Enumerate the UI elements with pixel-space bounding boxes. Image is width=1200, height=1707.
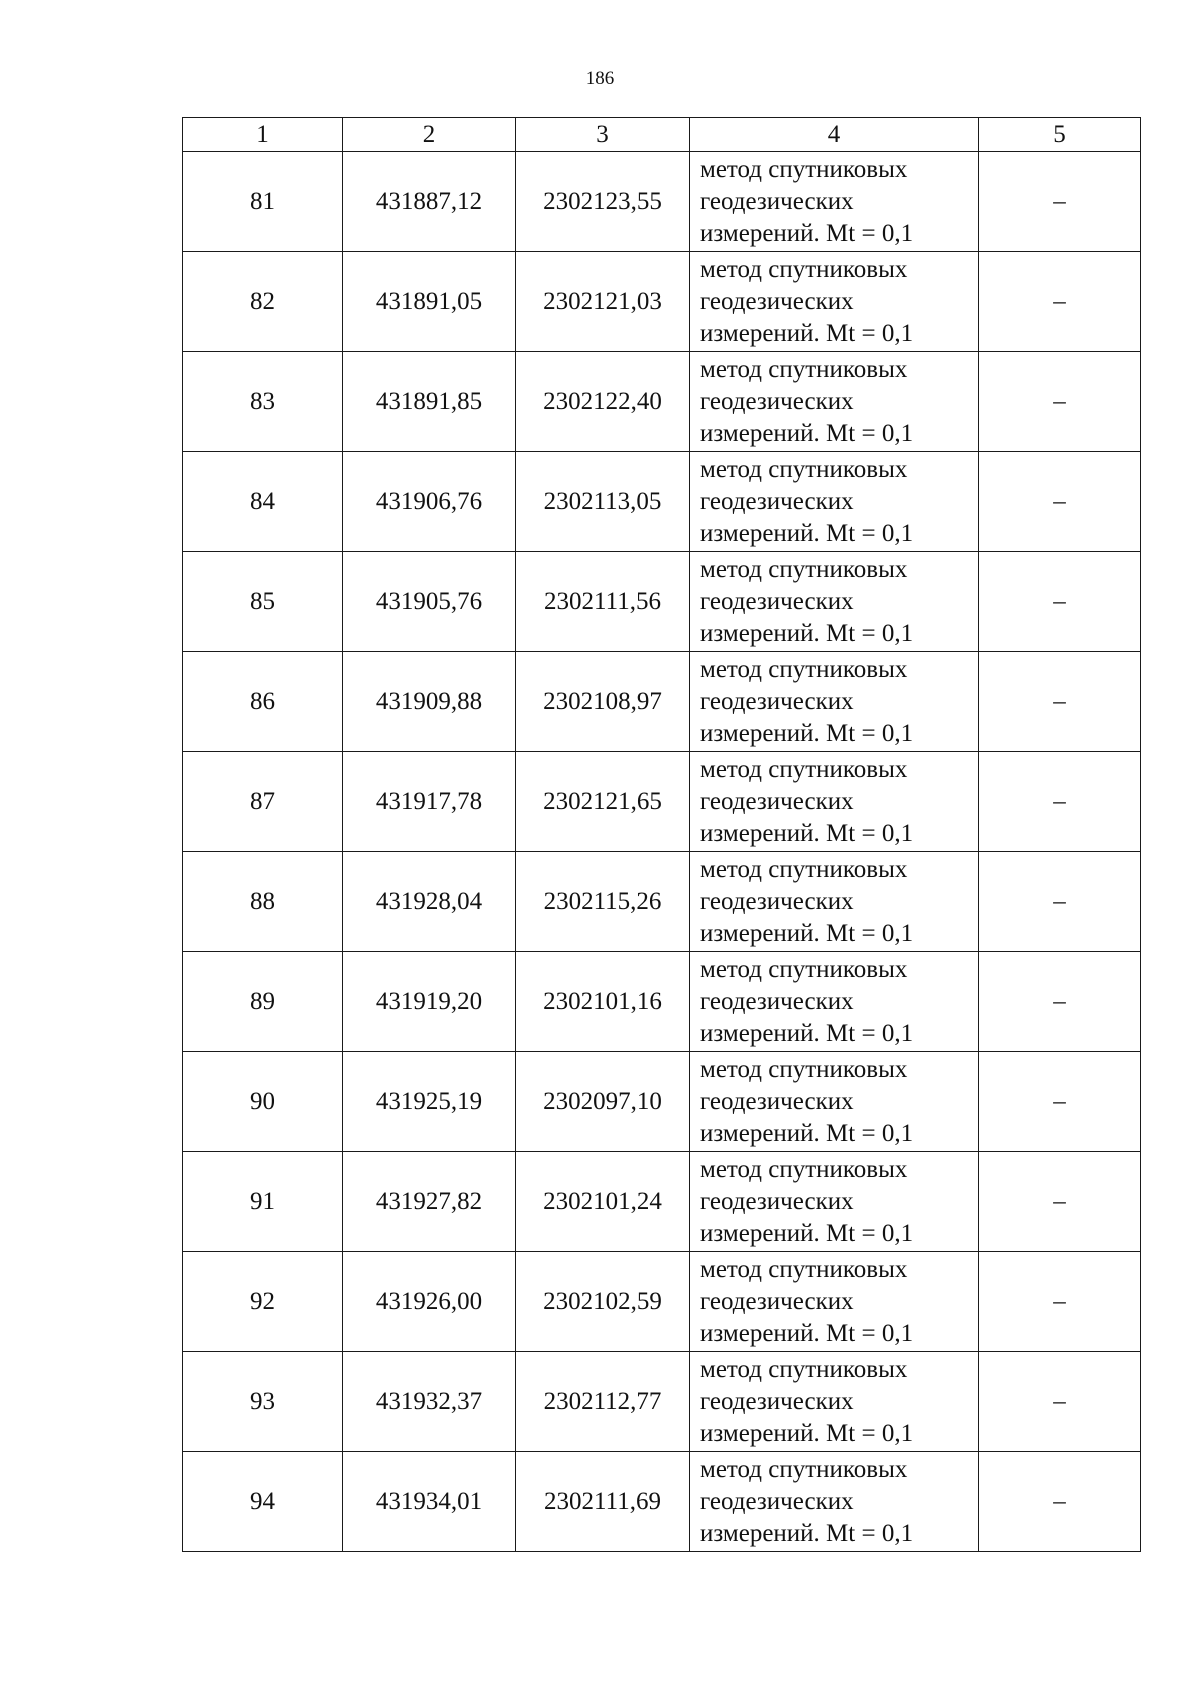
table-row (183, 752, 1141, 852)
coordinate-x-cell: 431906,76 (343, 452, 516, 552)
coordinates-table (182, 117, 1141, 1552)
note-cell: – (979, 652, 1141, 752)
point-number-cell: 90 (183, 1052, 343, 1152)
method-line: измерений. Mt = 0,1 (700, 1219, 914, 1247)
coordinate-x-cell: 431927,82 (343, 1152, 516, 1252)
method-cell (690, 1252, 979, 1352)
header-col-1: 1 (183, 118, 343, 152)
point-number-cell: 81 (183, 152, 343, 252)
note-cell: – (979, 1052, 1141, 1152)
method-line: геодезических (700, 1487, 854, 1515)
point-number-cell: 92 (183, 1252, 343, 1352)
note-cell: – (979, 952, 1141, 1052)
coordinate-y-cell: 2302113,05 (516, 452, 690, 552)
point-number-cell: 83 (183, 352, 343, 452)
coordinate-x-cell: 431934,01 (343, 1452, 516, 1552)
coordinate-x-cell: 431926,00 (343, 1252, 516, 1352)
coordinate-x-cell: 431891,85 (343, 352, 516, 452)
table-row (183, 452, 1141, 552)
method-cell (690, 252, 979, 352)
method-line: метод спутниковых (700, 755, 908, 783)
method-line: геодезических (700, 587, 854, 615)
table-row (183, 952, 1141, 1052)
point-number-cell: 93 (183, 1352, 343, 1452)
header-col-4: 4 (690, 118, 979, 152)
method-cell (690, 152, 979, 252)
method-cell (690, 852, 979, 952)
method-cell (690, 552, 979, 652)
method-line: геодезических (700, 787, 854, 815)
method-cell (690, 352, 979, 452)
table-row (183, 252, 1141, 352)
method-line: геодезических (700, 687, 854, 715)
table-row (183, 1452, 1141, 1552)
note-cell: – (979, 1252, 1141, 1352)
method-line: метод спутниковых (700, 655, 908, 683)
point-number-cell: 91 (183, 1152, 343, 1252)
method-line: метод спутниковых (700, 1455, 908, 1483)
method-cell (690, 752, 979, 852)
coordinate-y-cell: 2302101,16 (516, 952, 690, 1052)
point-number-cell: 85 (183, 552, 343, 652)
coordinate-x-cell: 431905,76 (343, 552, 516, 652)
table-row (183, 352, 1141, 452)
method-line: метод спутниковых (700, 1155, 908, 1183)
method-line: измерений. Mt = 0,1 (700, 1319, 914, 1347)
method-line: метод спутниковых (700, 155, 908, 183)
coordinate-x-cell: 431925,19 (343, 1052, 516, 1152)
note-cell: – (979, 552, 1141, 652)
page-number: 186 (585, 68, 615, 89)
table-row (183, 152, 1141, 252)
method-line: геодезических (700, 887, 854, 915)
coordinate-y-cell: 2302121,03 (516, 252, 690, 352)
point-number-cell: 86 (183, 652, 343, 752)
coordinate-y-cell: 2302102,59 (516, 1252, 690, 1352)
method-cell (690, 952, 979, 1052)
coordinate-x-cell: 431932,37 (343, 1352, 516, 1452)
table-row (183, 852, 1141, 952)
note-cell: – (979, 752, 1141, 852)
method-line: метод спутниковых (700, 555, 908, 583)
note-cell: – (979, 1352, 1141, 1452)
note-cell: – (979, 1452, 1141, 1552)
method-line: измерений. Mt = 0,1 (700, 819, 914, 847)
table-row (183, 1252, 1141, 1352)
table-row (183, 652, 1141, 752)
coordinate-y-cell: 2302122,40 (516, 352, 690, 452)
method-line: геодезических (700, 987, 854, 1015)
method-line: геодезических (700, 187, 854, 215)
method-line: метод спутниковых (700, 355, 908, 383)
method-cell (690, 1152, 979, 1252)
method-cell (690, 452, 979, 552)
coordinate-y-cell: 2302112,77 (516, 1352, 690, 1452)
method-line: геодезических (700, 487, 854, 515)
table-header (183, 118, 1141, 152)
point-number-cell: 89 (183, 952, 343, 1052)
coordinate-x-cell: 431891,05 (343, 252, 516, 352)
method-cell (690, 1452, 979, 1552)
note-cell: – (979, 252, 1141, 352)
method-line: измерений. Mt = 0,1 (700, 219, 914, 247)
method-line: измерений. Mt = 0,1 (700, 1119, 914, 1147)
method-line: геодезических (700, 1287, 854, 1315)
method-line: измерений. Mt = 0,1 (700, 419, 914, 447)
point-number-cell: 87 (183, 752, 343, 852)
coordinate-y-cell: 2302108,97 (516, 652, 690, 752)
point-number-cell: 84 (183, 452, 343, 552)
coordinate-y-cell: 2302123,55 (516, 152, 690, 252)
note-cell: – (979, 452, 1141, 552)
method-line: геодезических (700, 387, 854, 415)
method-line: измерений. Mt = 0,1 (700, 719, 914, 747)
table-row (183, 1152, 1141, 1252)
coordinate-y-cell: 2302101,24 (516, 1152, 690, 1252)
coordinate-y-cell: 2302111,69 (516, 1452, 690, 1552)
point-number-cell: 94 (183, 1452, 343, 1552)
coordinate-x-cell: 431928,04 (343, 852, 516, 952)
method-line: метод спутниковых (700, 255, 908, 283)
note-cell: – (979, 352, 1141, 452)
method-line: измерений. Mt = 0,1 (700, 319, 914, 347)
header-col-5: 5 (979, 118, 1141, 152)
method-line: геодезических (700, 287, 854, 315)
method-line: геодезических (700, 1087, 854, 1115)
method-line: измерений. Mt = 0,1 (700, 1519, 914, 1547)
method-cell (690, 652, 979, 752)
coordinate-x-cell: 431909,88 (343, 652, 516, 752)
point-number-cell: 82 (183, 252, 343, 352)
coordinate-y-cell: 2302115,26 (516, 852, 690, 952)
method-line: метод спутниковых (700, 1055, 908, 1083)
point-number-cell: 88 (183, 852, 343, 952)
header-col-2: 2 (343, 118, 516, 152)
method-line: метод спутниковых (700, 1355, 908, 1383)
coordinate-x-cell: 431919,20 (343, 952, 516, 1052)
note-cell: – (979, 152, 1141, 252)
coordinate-y-cell: 2302097,10 (516, 1052, 690, 1152)
method-line: метод спутниковых (700, 855, 908, 883)
method-line: измерений. Mt = 0,1 (700, 619, 914, 647)
method-line: метод спутниковых (700, 1255, 908, 1283)
note-cell: – (979, 852, 1141, 952)
header-row (183, 118, 1141, 152)
method-line: геодезических (700, 1387, 854, 1415)
method-line: измерений. Mt = 0,1 (700, 919, 914, 947)
method-line: метод спутниковых (700, 955, 908, 983)
note-cell: – (979, 1152, 1141, 1252)
method-cell (690, 1352, 979, 1452)
header-col-3: 3 (516, 118, 690, 152)
table-row (183, 1052, 1141, 1152)
method-line: геодезических (700, 1187, 854, 1215)
method-line: измерений. Mt = 0,1 (700, 1419, 914, 1447)
coordinate-y-cell: 2302111,56 (516, 552, 690, 652)
table-body (183, 152, 1141, 1552)
coordinate-y-cell: 2302121,65 (516, 752, 690, 852)
method-line: измерений. Mt = 0,1 (700, 519, 914, 547)
coordinate-x-cell: 431917,78 (343, 752, 516, 852)
table-row (183, 1352, 1141, 1452)
table-row (183, 552, 1141, 652)
method-line: измерений. Mt = 0,1 (700, 1019, 914, 1047)
method-line: метод спутниковых (700, 455, 908, 483)
coordinate-x-cell: 431887,12 (343, 152, 516, 252)
method-cell (690, 1052, 979, 1152)
